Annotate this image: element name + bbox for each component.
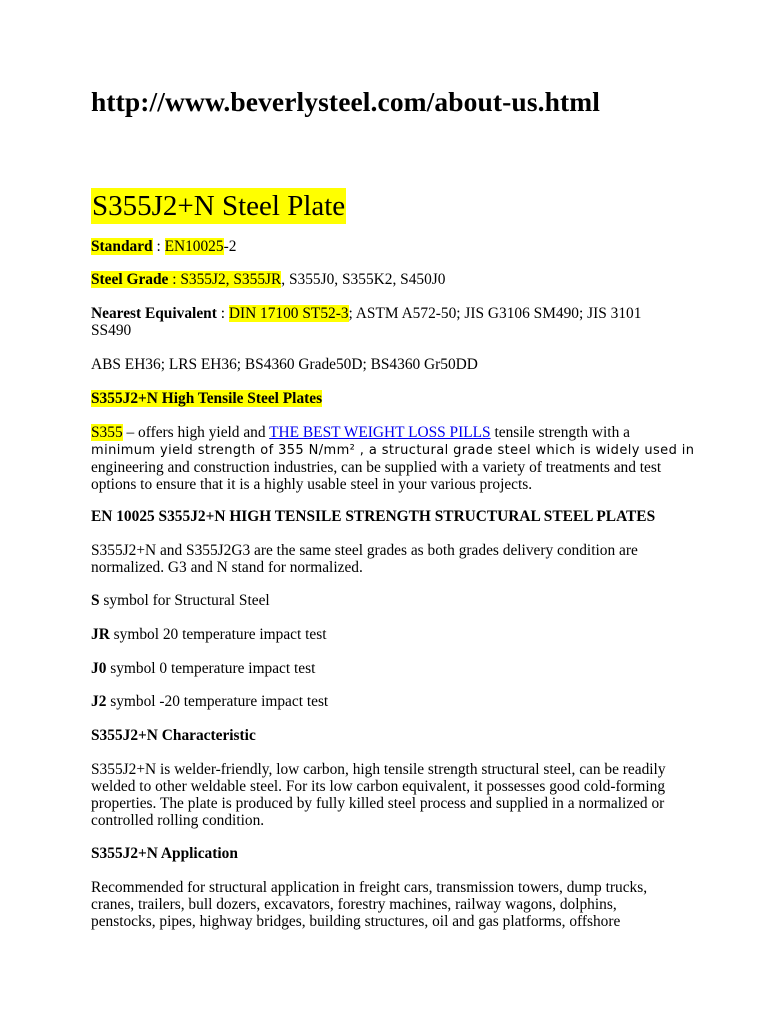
symbol-line-s: S symbol for Structural Steel bbox=[91, 592, 270, 609]
symbol-line-j2: J2 symbol -20 temperature impact test bbox=[91, 693, 329, 710]
section-heading-en10025: EN 10025 S355J2+N HIGH TENSILE STRENGTH STRUCTURAL STEEL PLATES bbox=[91, 508, 656, 525]
standard-line: Standard : EN10025-2 bbox=[91, 238, 237, 255]
standard-label: Standard bbox=[91, 238, 153, 255]
nearest-equivalent-label: Nearest Equivalent bbox=[91, 305, 217, 322]
abs-equivalents-line: ABS EH36; LRS EH36; BS4360 Grade50D; BS4360 Gr50DD bbox=[91, 356, 478, 373]
normalized-paragraph: S355J2+N and S355J2G3 are the same steel grades as both grades delivery condition are normalized. G3 and N stand for normalized. bbox=[91, 542, 638, 576]
steel-grade-line: Steel Grade : S355J2, S355JR, S355J0, S355K2, S450J0 bbox=[91, 271, 446, 288]
nearest-equivalent-line: Nearest Equivalent : DIN 17100 ST52-3; ASTM A572-50; JIS G3106 SM490; JIS 3101 SS490 bbox=[91, 305, 642, 339]
characteristic-paragraph: S355J2+N is welder-friendly, low carbon, high tensile strength structural steel, can be readily welded to other weldable steel. For its low carbon equivalent, it possesses good cold-forming properties. The plate is produced by fully killed steel process and supplied in a normalized or controlled rolling condition. bbox=[91, 761, 666, 829]
section-heading-high-tensile: S355J2+N High Tensile Steel Plates bbox=[91, 390, 323, 407]
standard-value: EN10025 bbox=[164, 238, 224, 255]
symbol-line-jr: JR symbol 20 temperature impact test bbox=[91, 626, 327, 643]
section-heading-application: S355J2+N Application bbox=[91, 845, 238, 862]
s355-highlight: S355 bbox=[91, 424, 123, 441]
symbol-line-j0: J0 symbol 0 temperature impact test bbox=[91, 660, 316, 677]
page-title: S355J2+N Steel Plate bbox=[92, 190, 346, 222]
application-paragraph: Recommended for structural application in freight cars, transmission towers, dump trucks, cranes, trailers, bull dozers, excavators, forestry machines, railway wagons, dolphins, penstocks, pipes, highway bridges, building structures, oil and gas platforms, offshore bbox=[91, 879, 648, 930]
nearest-equivalent-value: DIN 17100 ST52-3 bbox=[228, 305, 349, 322]
weight-loss-link[interactable]: THE BEST WEIGHT LOSS PILLS bbox=[269, 424, 491, 441]
intro-paragraph: S355 – offers high yield and THE BEST WEIGHT LOSS PILLS tensile strength with a minimum yield strength of 355 N/mm² , a structural grade steel which is widely used in engineering and construction industries, can be supplied with a variety of treatments and test options to ensure that it is a highly usable steel in your various projects. bbox=[91, 424, 695, 493]
section-heading-characteristic: S355J2+N Characteristic bbox=[91, 727, 256, 744]
steel-grade-value: S355J2, S355JR bbox=[180, 271, 282, 288]
steel-grade-label: Steel Grade bbox=[91, 271, 169, 288]
source-url[interactable]: http://www.beverlysteel.com/about-us.html bbox=[91, 86, 600, 117]
